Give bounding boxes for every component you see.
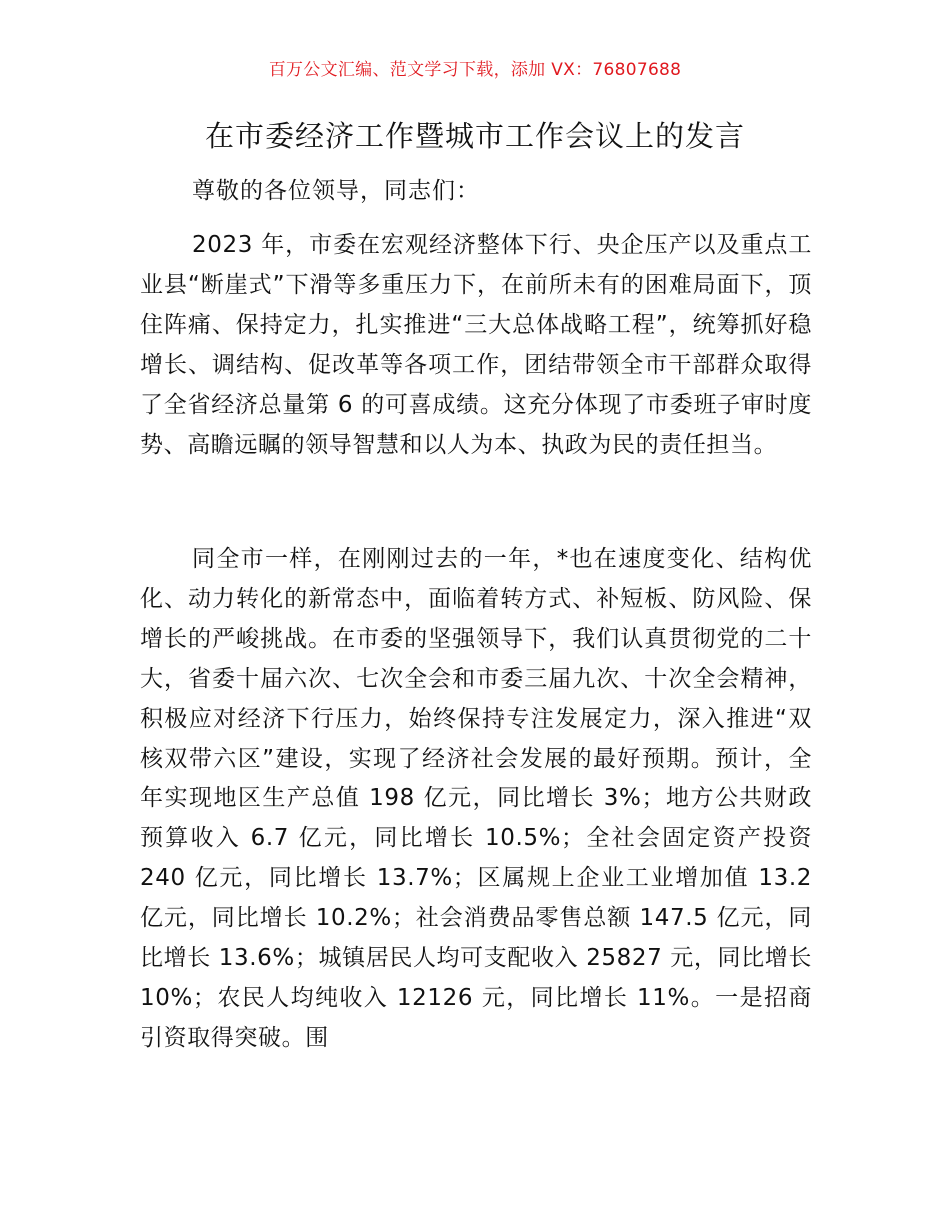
body-paragraph: 2023 年，市委在宏观经济整体下行、央企压产以及重点工业县“断崖式”下滑等多重压力下，在前所未有的困难局面下，顶住阵痛、保持定力，扎实推进“三大总体战略工程”，统筹抓好稳增长、调结构、促改革等各项工作，团结带领全市干部群众取得了全省经济总量第 6 的可喜成绩。这充分体现了市委班子审时度势、高瞻远瞩的领导智慧和以人为本、执政为民的责任担当。 (140, 232, 812, 458)
salutation: 尊敬的各位领导，同志们： (192, 178, 480, 204)
header-banner: 百万公文汇编、范文学习下载，添加 VX：76807688 (268, 60, 682, 80)
body-paragraph: 同全市一样，在刚刚过去的一年，*也在速度变化、结构优化、动力转化的新常态中，面临着转方式、补短板、防风险、保增长的严峻挑战。在市委的坚强领导下，我们认真贯彻党的二十大，省委十届六次、七次全会和市委三届九次、十次全会精神，积极应对经济下行压力，始终保持专注发展定力，深入推进“双核双带六区”建设，实现了经济社会发展的最好预期。预计，全年实现地区生产总值 198 亿元，同比增长 3%；地方公共财政预算收入 6.7 亿元，同比增长 10.5%；全社会固定资产投资 240 亿元，同比增长 13.7%；区属规上企业工业增加值 13.2 亿元，同比增长 10.2%；社会消费品零售总额 147.5 亿元，同比增长 13.6%；城镇居民人均可支配收入 25827 元，同比增长 10%；农民人均纯收入 12126 元，同比增长 11%。一是招商引资取得突破。围 (140, 546, 812, 1051)
document-title: 在市委经济工作暨城市工作会议上的发言 (204, 119, 745, 153)
